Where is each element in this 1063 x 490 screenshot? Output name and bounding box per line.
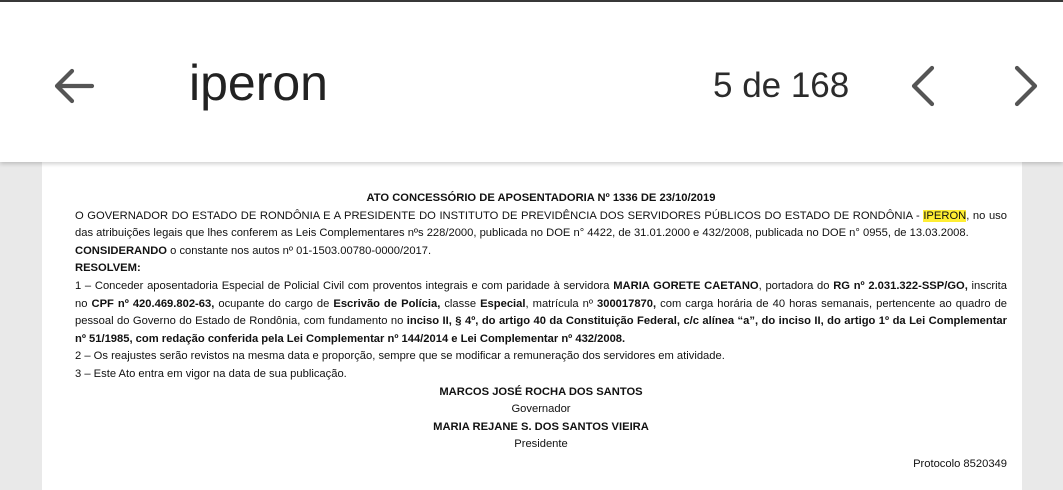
item-2: 2 – Os reajustes serão revistos na mesma data e proporção, sempre que se modificar a remuneração dos servidores em atividade. [75,350,725,363]
chevron-left-icon[interactable] [904,60,944,112]
intro-paragraph: O GOVERNADOR DO ESTADO DE RONDÔNIA E A PRESIDENTE DO INSTITUTO DE PREVIDÊNCIA DOS SERVIDORES PÚBLICOS DO ESTADO DE RONDÔNIA - IPERON, no uso das atribuições legais que lhes conferem as Leis Complementares nºs 228/2000, publicada no DOE n° 4422, de 31.01.2000 e 432/2008, publicada no DOE n° 0955, de 13.03.2008. [75,209,1007,240]
item-1: 1 – Conceder aposentadoria Especial de Policial Civil com proventos integrais e com paridade à servidora MARIA GORETE CAETANO, portadora do RG nº 2.031.322-SSP/GO, inscrita no CPF nº 420.469.802-63, ocupante do cargo de Escrivão de Polícia, classe Especial, matrícula nº 300017870, com carga horária de 40 horas semanais, pertencente ao quadro de pessoal do Governo do Estado de Rondônia, com fundamento no inciso II, § 4º, do artigo 40 da Constituição Federal, c/c alínea “a”, do inciso II, do artigo 1º da Lei Complementar nº 51/1985, com redação conferida pela Lei Complementar nº 144/2014 e Lei Complementar nº 432/2008. [75,279,1008,345]
document-title: ATO CONCESSÓRIO DE APOSENTADORIA Nº 1336 DE 23/10/2019 [366,192,716,204]
document-content [75,190,1007,474]
protocol-number: Protocolo 8520349 [913,457,1007,470]
arrow-left-icon[interactable] [48,60,100,112]
find-in-page-bar [0,2,1063,162]
signer-2-role: Presidente [514,438,568,451]
match-counter: 5 de 168 [713,66,850,105]
search-query[interactable]: iperon [189,55,328,111]
item-3: 3 – Este Ato entra em vigor na data de sua publicação. [75,367,347,380]
signer-1-role: Governador [511,403,571,416]
signer-2-name: MARIA REJANE S. DOS SANTOS VIEIRA [433,420,649,433]
search-match-highlight: IPERON [923,209,967,222]
chevron-right-icon[interactable] [1005,60,1045,112]
signer-1-name: MARCOS JOSÉ ROCHA DOS SANTOS [439,385,643,398]
resolvem-heading: RESOLVEM: [75,262,141,275]
considerando-paragraph: CONSIDERANDO o constante nos autos nº 01-1503.00780-0000/2017. [75,244,432,257]
